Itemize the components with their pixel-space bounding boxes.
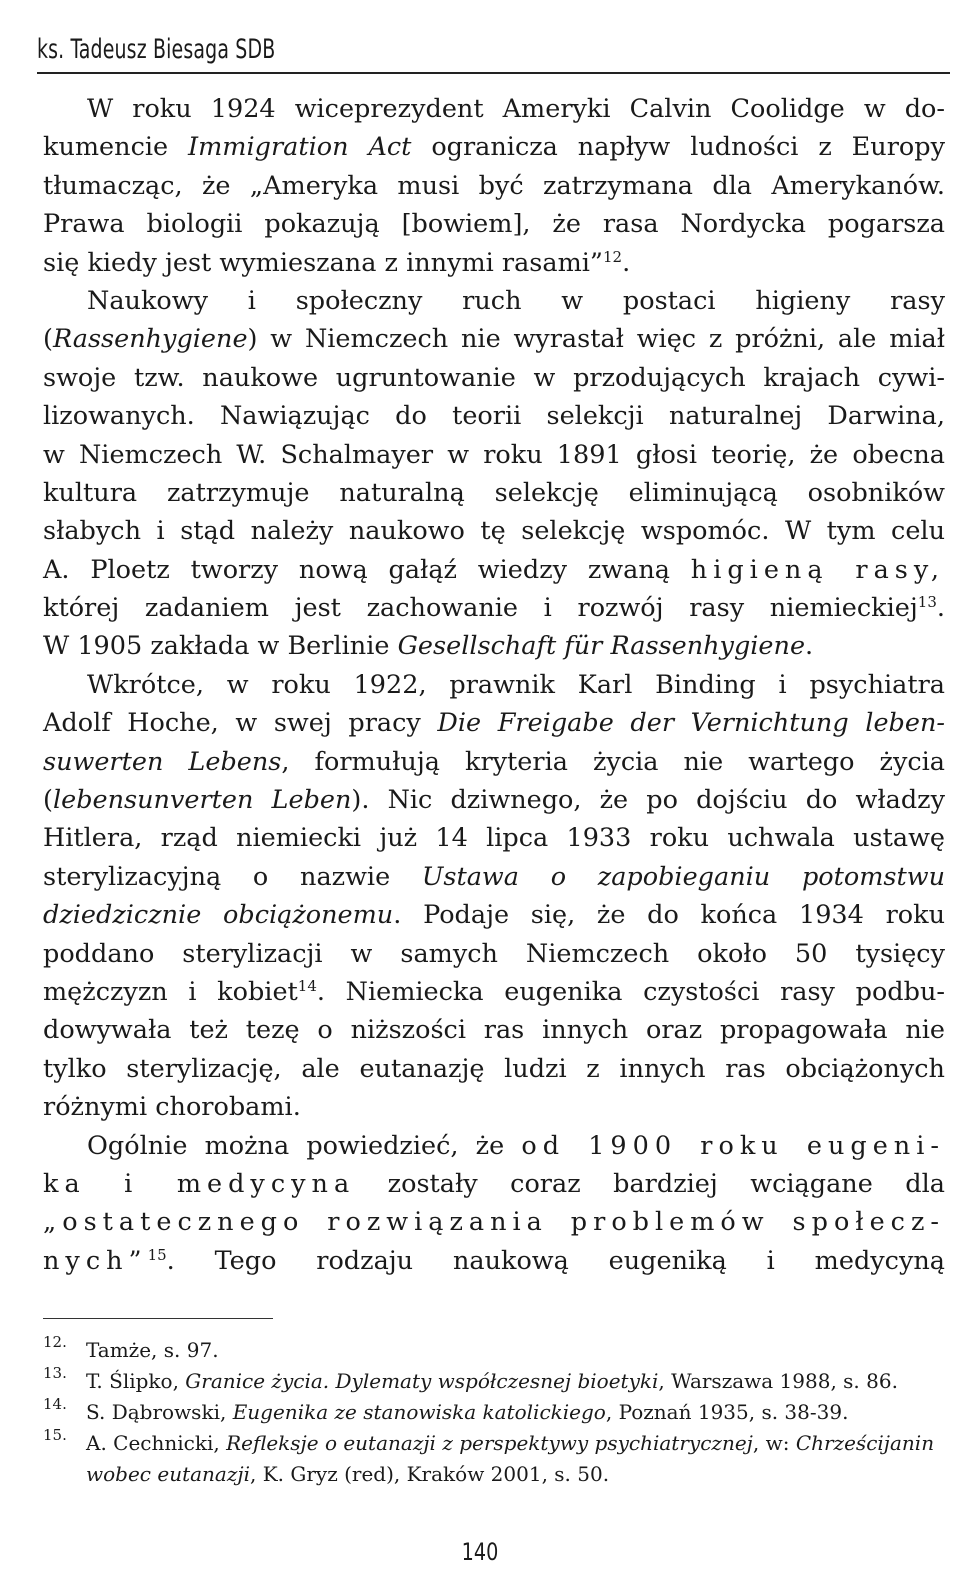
footnote xyxy=(43,1428,945,1490)
footnote-number: 12. xyxy=(43,1333,67,1351)
text-line: kumencie Immigration Act ogranicza napływ ludności z Europy xyxy=(43,132,945,163)
text-line: tłumacząc, że „Ameryka musi być zatrzymana dla Amerykanów. xyxy=(43,170,945,201)
text-line: ka i medycyna zostały coraz bardziej wciągane dla xyxy=(43,1168,945,1199)
footnote xyxy=(43,1335,945,1366)
text-line: suwerten Lebens, formułują kryteria życia nie wartego życia xyxy=(43,746,946,777)
footnote-number: 14. xyxy=(43,1395,67,1413)
text-line: Ogólnie można powiedzieć, że od 1900 roku eugeni- xyxy=(87,1130,945,1161)
footnote-number: 15. xyxy=(43,1426,67,1444)
text-line: dowywała też tezę o niższości ras innych oraz propagowała nie xyxy=(43,1015,945,1046)
footnote-text: Eugenika ze stanowiska katolickiego xyxy=(232,1400,606,1424)
text-line: się kiedy jest wymieszana z innymi rasami”$^{12}$. xyxy=(43,247,631,278)
footnote-text: Tamże, s. 97. xyxy=(86,1338,219,1362)
footnote-text: , Warszawa 1988, s. 86. xyxy=(658,1369,898,1393)
text-line: „ostatecznego rozwiązania problemów społecz- xyxy=(43,1207,945,1238)
text-line: w Niemczech W. Schalmayer w roku 1891 głosi teorię, że obecna xyxy=(43,439,945,470)
footnote-text: T. Ślipko, xyxy=(86,1369,186,1393)
text-line: (Rassenhygiene) w Niemczech nie wyrastał więc z próżni, ale miał xyxy=(43,324,945,355)
footnote-text: Chrześcijanin wobec eutanazji xyxy=(86,1431,935,1486)
footnote-rule xyxy=(43,1318,273,1319)
footnote xyxy=(43,1397,945,1428)
footnote-text: A. Cechnicki, xyxy=(86,1431,227,1455)
text-line: różnymi chorobami. xyxy=(43,1092,301,1123)
text-line: mężczyzn i kobiet$^{14}$. Niemiecka eugenika czystości rasy podbu- xyxy=(43,976,945,1007)
footnote-text: , K. Gryz (red), Kraków 2001, s. 50. xyxy=(249,1462,610,1486)
text-line: kultura zatrzymuje naturalną selekcję eliminującą osobników xyxy=(43,477,945,508)
text-line: sterylizacyjną o nazwie Ustawa o zapobieganiu potomstwu xyxy=(43,861,945,892)
text-line: Hitlera, rząd niemiecki już 14 lipca 1933 roku uchwala ustawę xyxy=(43,823,945,854)
footnote-number: 13. xyxy=(43,1364,67,1382)
text-line: (lebensunverten Leben). Nic dziwnego, że po dojściu do władzy xyxy=(43,785,945,816)
footnote-text: S. Dąbrowski, xyxy=(86,1400,233,1424)
text-line: Prawa biologii pokazują [bowiem], że rasa Nordycka pogarsza xyxy=(43,209,945,240)
footnote-text: Refleksje o eutanazji z perspektywy psychiatrycznej xyxy=(226,1431,753,1455)
text-line: tylko sterylizację, ale eutanazję ludzi z innych ras obciążonych xyxy=(43,1053,945,1084)
text-line: Wkrótce, w roku 1922, prawnik Karl Binding i psychiatra xyxy=(87,669,945,700)
text-line: swoje tzw. naukowe ugruntowanie w przodujących krajach cywi- xyxy=(43,362,945,393)
text-line: W 1905 zakłada w Berlinie Gesellschaft für Rassenhygiene. xyxy=(43,631,814,662)
text-line: słabych i stąd należy naukowo tę selekcję wspomóc. W tym celu xyxy=(43,516,945,547)
running-head: ks. Tadeusz Biesaga SDB xyxy=(37,34,276,65)
text-line: A. Ploetz tworzy nową gałąź wiedzy zwaną higieną rasy, xyxy=(43,554,945,585)
text-line: Adolf Hoche, w swej pracy Die Freigabe der Vernichtung leben- xyxy=(43,708,945,739)
text-line: W roku 1924 wiceprezydent Ameryki Calvin Coolidge w do- xyxy=(87,94,945,124)
footnote-text: , w: xyxy=(752,1431,796,1455)
body-text xyxy=(43,90,945,1280)
text-line: Naukowy i społeczny ruch w postaci higieny rasy xyxy=(87,285,945,316)
header-rule xyxy=(37,72,950,74)
text-line: lizowanych. Nawiązując do teorii selekcji naturalnej Darwina, xyxy=(43,401,945,432)
footnotes xyxy=(43,1335,945,1490)
footnote-text: , Poznań 1935, s. 38-39. xyxy=(605,1400,849,1424)
text-line: nych”$^{15}$. Tego rodzaju naukową eugeniką i medycyną xyxy=(43,1245,945,1276)
page-number: 140 xyxy=(461,1538,499,1566)
text-line: poddano sterylizacji w samych Niemczech około 50 tysięcy xyxy=(43,938,945,969)
text-line: dziedzicznie obciążonemu. Podaje się, że do końca 1934 roku xyxy=(43,900,945,931)
footnote-text: Granice życia. Dylematy współczesnej bioetyki xyxy=(185,1369,659,1393)
footnote xyxy=(43,1366,945,1397)
text-line: której zadaniem jest zachowanie i rozwój rasy niemieckiej$^{13}$. xyxy=(43,593,945,624)
